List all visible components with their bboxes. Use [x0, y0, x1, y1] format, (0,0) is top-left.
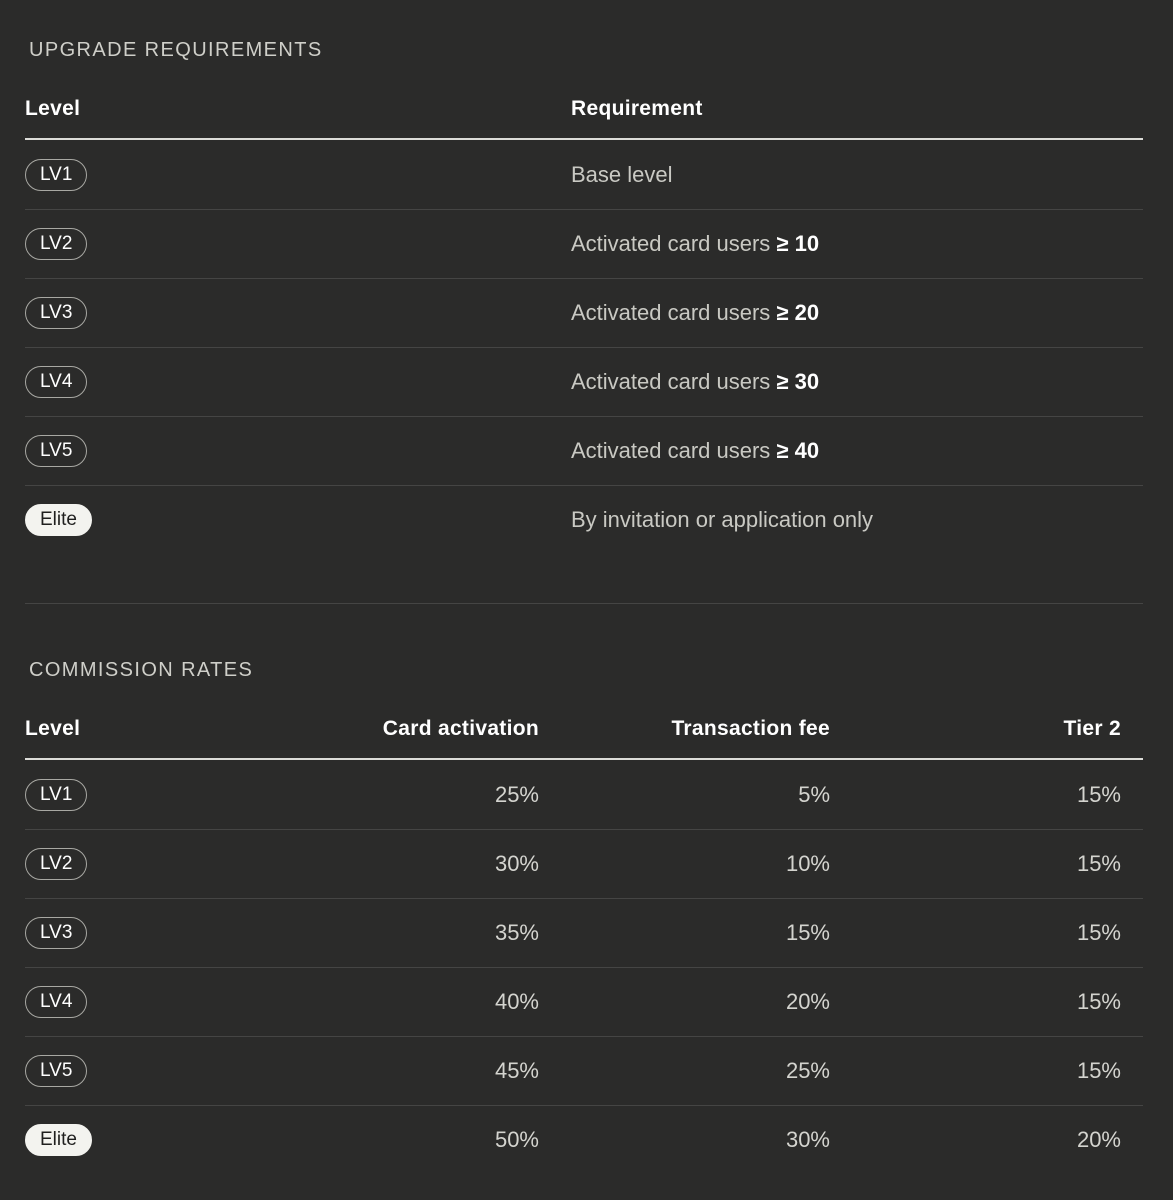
requirement-cell [571, 300, 819, 326]
level-badge: LV3 [25, 917, 87, 949]
requirement-text: Activated card users [571, 437, 777, 463]
requirement-text: Base level [571, 161, 673, 187]
transaction-fee-cell: 10% [785, 850, 830, 876]
upgrade-header-level: Level [25, 97, 81, 120]
card-activation-cell: 25% [494, 781, 539, 807]
requirement-threshold: ≥ 20 [776, 299, 820, 325]
level-badge: LV5 [25, 1055, 87, 1087]
commission-rates-title: COMMISSION RATES [29, 659, 254, 681]
tier2-cell: 20% [1076, 1126, 1121, 1152]
upgrade-row-lv2 [25, 209, 1143, 279]
tier2-cell: 15% [1076, 988, 1121, 1014]
upgrade-row-lv5 [25, 416, 1143, 486]
commission-row-lv2 [25, 829, 1143, 899]
requirement-threshold: ≥ 30 [776, 368, 820, 394]
card-activation-cell: 50% [494, 1126, 539, 1152]
tier2-cell: 15% [1076, 781, 1121, 807]
transaction-fee-cell: 30% [785, 1126, 830, 1152]
level-badge: LV3 [25, 297, 87, 329]
card-activation-cell: 35% [494, 919, 539, 945]
commission-row-lv3 [25, 898, 1143, 968]
level-badge: LV1 [25, 159, 87, 191]
upgrade-row-lv1 [25, 140, 1143, 210]
upgrade-header-requirement: Requirement [571, 97, 703, 120]
requirement-threshold: ≥ 40 [776, 437, 820, 463]
upgrade-row-lv3 [25, 278, 1143, 348]
level-badge: LV4 [25, 986, 87, 1018]
level-badge: LV5 [25, 435, 87, 467]
commission-header-card-activation: Card activation [382, 717, 539, 740]
commission-row-elite [25, 1105, 1143, 1174]
card-activation-cell: 40% [494, 988, 539, 1014]
card-activation-cell: 30% [494, 850, 539, 876]
level-badge: LV1 [25, 779, 87, 811]
requirement-cell [571, 231, 819, 257]
requirement-cell [571, 162, 673, 188]
level-badge: LV4 [25, 366, 87, 398]
requirement-text: By invitation or application only [571, 506, 874, 532]
elite-badge: Elite [25, 504, 92, 536]
level-badge: LV2 [25, 228, 87, 260]
commission-header-transaction-fee: Transaction fee [671, 717, 830, 740]
commission-row-lv4 [25, 967, 1143, 1037]
level-badge: LV2 [25, 848, 87, 880]
commission-row-lv5 [25, 1036, 1143, 1106]
commission-row-lv1 [25, 760, 1143, 830]
upgrade-row-elite [25, 485, 1143, 554]
commission-header-tier2: Tier 2 [1063, 717, 1121, 740]
tier2-cell: 15% [1076, 850, 1121, 876]
card-activation-cell: 45% [494, 1057, 539, 1083]
tier2-cell: 15% [1076, 1057, 1121, 1083]
requirement-text: Activated card users [571, 230, 777, 256]
requirement-cell [571, 438, 819, 464]
requirement-cell [571, 369, 819, 395]
transaction-fee-cell: 25% [785, 1057, 830, 1083]
transaction-fee-cell: 5% [798, 781, 830, 807]
requirement-threshold: ≥ 10 [776, 230, 820, 256]
requirement-cell [571, 507, 873, 533]
transaction-fee-cell: 20% [785, 988, 830, 1014]
requirement-text: Activated card users [571, 368, 777, 394]
tier2-cell: 15% [1076, 919, 1121, 945]
upgrade-requirements-title: UPGRADE REQUIREMENTS [29, 39, 323, 61]
commission-header-level: Level [25, 717, 81, 740]
elite-badge: Elite [25, 1124, 92, 1156]
section-divider [25, 603, 1143, 604]
requirement-text: Activated card users [571, 299, 777, 325]
upgrade-row-lv4 [25, 347, 1143, 417]
transaction-fee-cell: 15% [785, 919, 830, 945]
